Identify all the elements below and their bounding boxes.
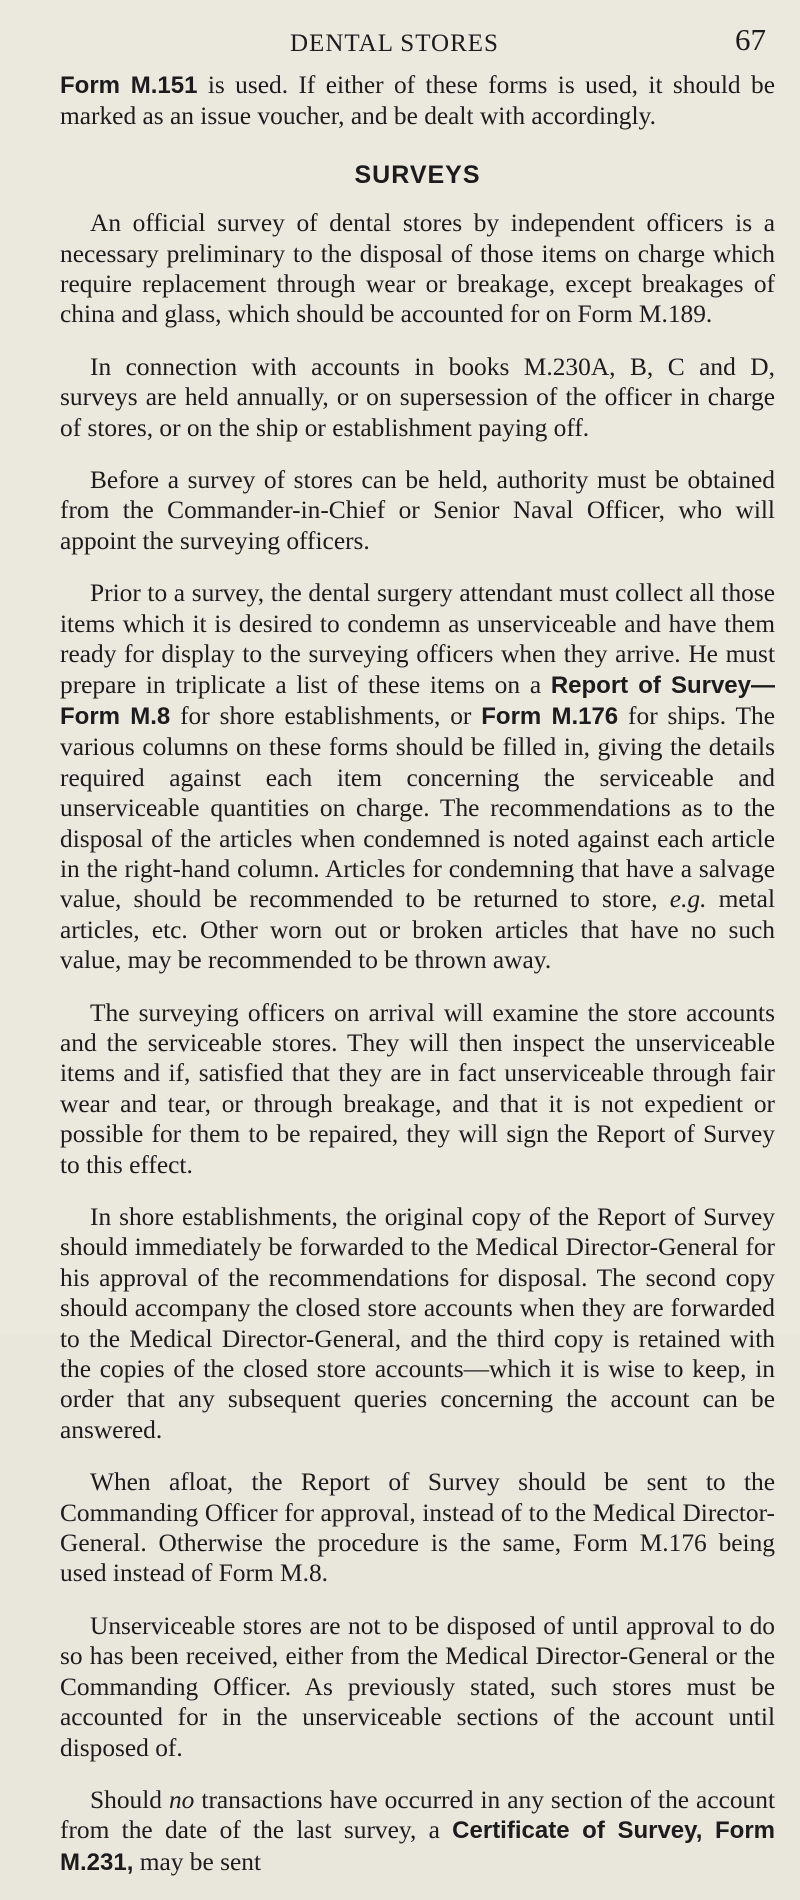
body-text — [60, 70, 775, 1900]
no-emphasis: no — [168, 1785, 195, 1814]
page-header — [0, 20, 800, 56]
page-number: 67 — [735, 22, 766, 57]
report-of-survey-reference: Report of Survey—Form M.8 — [60, 671, 776, 730]
paragraph-3: Before a survey of stores can be held, authority must be obtained from the Commander-in-Chief or Senior Naval Officer, who will appoint the surveying officers. — [60, 466, 775, 555]
paragraph-4 — [60, 578, 775, 975]
paragraph-9-text-c: may be sent — [133, 1847, 261, 1876]
paragraph-4-text-a: Prior to a survey, the dental surgery attendant must collect all those items which it is desired to condemn as unserviceable and have them ready for display to the surveying officers when they arrive. He must prepare in triplicate a list of these items on a — [60, 579, 775, 699]
form-m176-reference: Form M.176 — [481, 702, 619, 730]
paragraph-9 — [60, 1785, 775, 1878]
paragraph-5: The surveying officers on arrival will examine the store accounts and the serviceable stores. They will then inspect the unserviceable items and if, satisfied that they are in fact unserviceable through fair wear and tear, or through breakage, and that it is not expedient or possible for them to be repaired, they will sign the Report of Survey to this effect. — [60, 998, 775, 1179]
paragraph-6: In shore establishments, the original copy of the Report of Survey should immediately be forwarded to the Medical Director-General for his approval of the recommendations for disposal. The second copy should accompany the closed store accounts when they are forwarded to the Medical Director-General, and the third copy is retained with the copies of the closed store accounts—which it is wise to keep, in order that any subsequent queries concerning the account can be answered. — [60, 1203, 775, 1444]
intro-paragraph — [60, 70, 775, 132]
form-reference: Form M.151 — [60, 72, 198, 99]
section-heading: SURVEYS — [354, 160, 481, 189]
paragraph-4-text-b: for shore establishments, or — [170, 701, 482, 730]
certificate-of-survey-reference: Certificate of Survey, Form M.231, — [60, 1817, 775, 1876]
paragraph-9-text-b: transactions have occurred in any section of the account from the date of the last survey, a — [60, 1785, 775, 1845]
eg-abbreviation: e.g. — [669, 885, 707, 914]
paragraph-4-text-d: metal articles, etc. Other worn out or broken articles that have no such value, may be recommended to be thrown away. — [60, 885, 775, 975]
intro-text: is used. If either of these forms is used, it should be marked as an issue voucher, and be dealt with accordingly. — [60, 71, 775, 131]
paragraph-1: An official survey of dental stores by independent officers is a necessary preliminary to the disposal of those items on charge which require replacement through wear or breakage, except breakages of china and glass, which should be accounted for on Form M.189. — [60, 209, 775, 329]
paragraph-9-text-a: Should — [90, 1785, 169, 1814]
paragraph-4-text-c: for ships. The various columns on these forms should be filled in, giving the details required against each item concerning the serviceable and unserviceable quantities on charge. The recommendations as to the disposal of the articles when condemned is noted against each article in the right-hand column. Articles for condemning that have a salvage value, should be recommended to be returned to store, — [60, 701, 775, 914]
running-head: DENTAL STORES — [290, 30, 499, 57]
paragraph-8: Unserviceable stores are not to be disposed of until approval to do so has been received, either from the Medical Director-General or the Commanding Officer. As previously stated, such stores must be accounted for in the unserviceable sections of the account until disposed of. — [60, 1611, 775, 1762]
paragraph-2: In connection with accounts in books M.230A, B, C and D, surveys are held annually, or on supersession of the officer in charge of stores, or on the ship or establishment paying off. — [60, 352, 775, 442]
paragraph-7: When afloat, the Report of Survey should be sent to the Commanding Officer for approval, instead of to the Medical Director-General. Otherwise the procedure is the same, Form M.176 being used instead of Form M.8. — [60, 1468, 775, 1588]
